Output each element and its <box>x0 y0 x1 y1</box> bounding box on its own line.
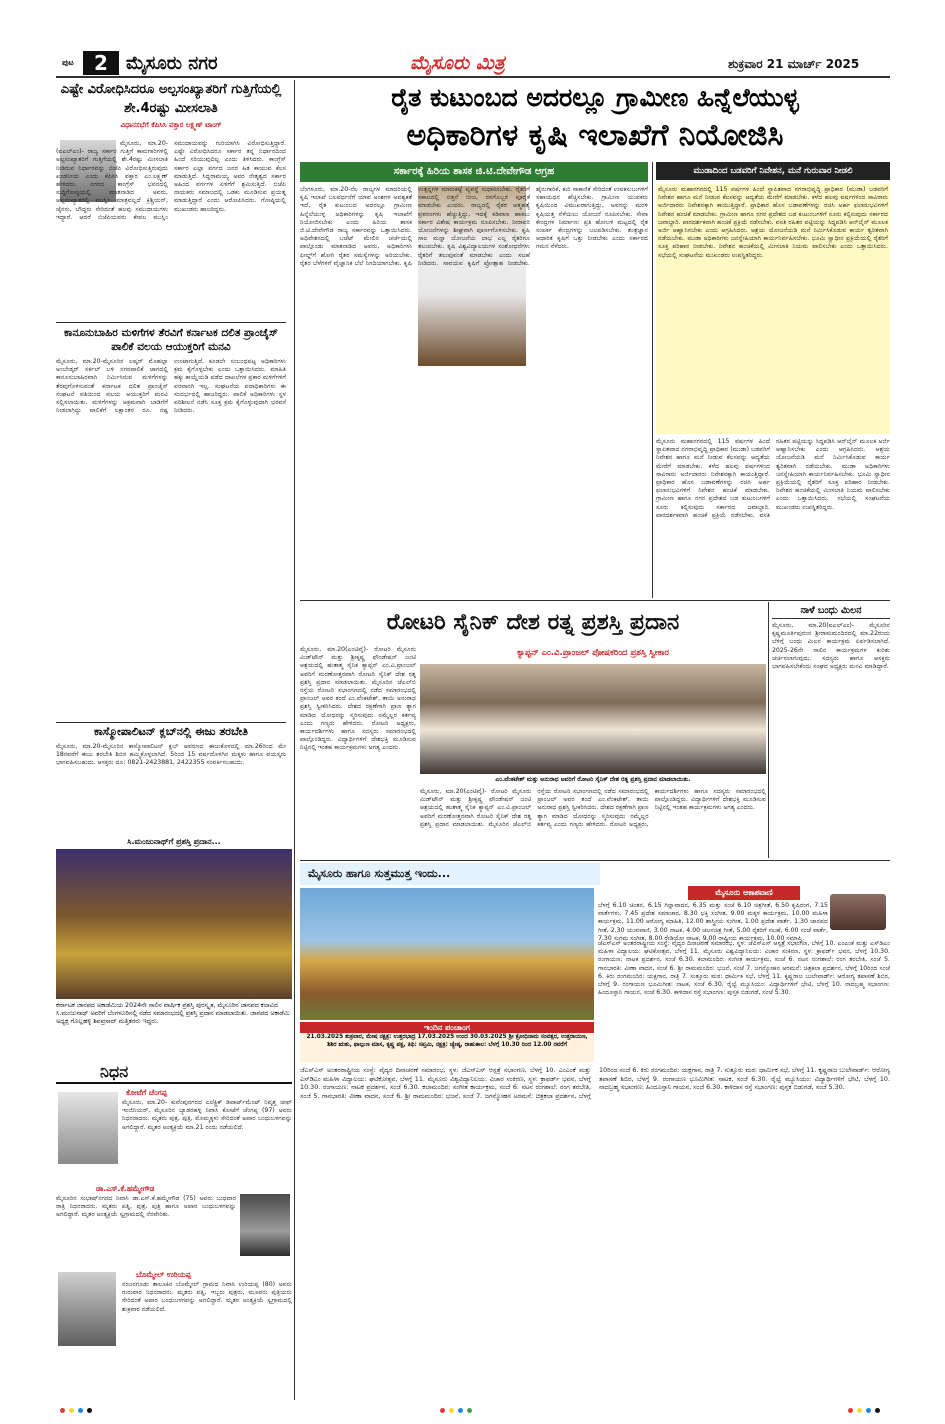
story-swim-training <box>56 725 286 833</box>
radio-title: ಮೈಸೂರು ಆಕಾಶವಾಣಿ <box>688 886 800 900</box>
obituary-section <box>56 1062 292 1402</box>
story-headline: ಎಷ್ಟೇ ವಿರೋಧಿಸಿದರೂ ಅಲ್ಪಸಂಖ್ಯಾತರಿಗೆ ಗುತ್ತಿಗೆಯಲ್ಲಿ ಶೇ.4ರಷ್ಟು ಮೀಸಲಾತಿ <box>60 82 282 116</box>
radio-text-continued: ಜೆಎಸ್‌ಎಸ್ ಅಂತರರಾಷ್ಟ್ರೀಯ ಸಂಸ್ಥೆ: ವೈದ್ಯರ ದಿನಾಚರಣೆ ಸಮಾರಂಭ, ಸ್ಥಳ: ಜೆಎಸ್‌ಎಸ್ ಆಸ್ಪತ್ರೆ ಸಭಾಂಗಣ, ಬೆಳಗ್ಗೆ 10. ಎಂಎಂಕೆ ಮತ್ತು ಎಸ್‌ಡಿಎಂ ಮಹಿಳಾ ವಿದ್ಯಾಲಯ: ಘಟಿಕೋತ್ಸವ, ಬೆಳಗ್ಗೆ 11. ಮೈಸೂರು ವಿಶ್ವವಿದ್ಯಾನಿಲಯ: ವಿಚಾರ ಸಂಕಿರಣ, ಸ್ಥಳ: ಕ್ರಾಫರ್ಡ್ ಭವನ, ಬೆಳಗ್ಗೆ 10.30. ರಂಗಾಯಣ: ನಾಟಕ ಪ್ರದರ್ಶನ, ಸಂಜೆ 6.30. ಕಲಾಮಂದಿರ: ಸಂಗೀತ ಕಾರ್ಯಕ್ರಮ, ಸಂಜೆ 6. ನಟನ ರಂಗಶಾಲೆ: ರಂಗ ತರಬೇತಿ, ಸಂಜೆ 5. ಗಾನಭಾರತಿ: ವೀಣಾ ವಾದನ, ಸಂಜೆ 6. ಶ್ರೀ ರಾಮಮಂದಿರ: ಭಜನೆ, ಸಂಜೆ 7. ಜಗನ್ಮೋಹನ ಅರಮನೆ: ಚಿತ್ರಕಲಾ ಪ್ರದರ್ಶನ, ಬೆಳಗ್ಗೆ 10ರಿಂದ ಸಂಜೆ 6. ಕಿರು ರಂಗಮಂದಿರ: ಯಕ್ಷಗಾನ, ರಾತ್ರಿ 7. ಸುತ್ತೂರು ಮಠ: ಧಾರ್ಮಿಕ ಸಭೆ, ಬೆಳಗ್ಗೆ 11. ಕೃಷ್ಣರಾಜ ಬುಲೇವಾರ್ಡ್: ಆರೋಗ್ಯ ತಪಾಸಣೆ ಶಿಬಿರ, ಬೆಳಗ್ಗೆ 9. ರಂಗಾಯಣ ಭೂಮಿಗೀತ: ನಾಟಕ, ಸಂಜೆ 6.30. ರೈಲ್ವೆ ಮ್ಯೂಸಿಯಂ: ವಿದ್ಯಾರ್ಥಿಗಳಿಗೆ ಭೇಟಿ, ಬೆಳಗ್ಗೆ 10. ನಾದಬ್ರಹ್ಮ ಸಭಾಂಗಣ: ಹಿಂದೂಸ್ತಾನಿ ಗಾಯನ, ಸಂಜೆ 6.30. ಕಾಳಿದಾಸ ರಸ್ತೆ ಸಭಾಂಗಣ: ಪುಸ್ತಕ ಬಿಡುಗಡೆ, ಸಂಜೆ 5.30. <box>598 940 890 997</box>
column-rule <box>294 80 295 1400</box>
divider <box>56 322 286 323</box>
panchanga-box <box>300 1022 594 1062</box>
issue-date: ಶುಕ್ರವಾರ 21 ಮಾರ್ಚ್ 2025 <box>728 57 860 71</box>
event-listings: ಜೆಎಸ್‌ಎಸ್ ಅಂತರರಾಷ್ಟ್ರೀಯ ಸಂಸ್ಥೆ: ವೈದ್ಯರ ದಿನಾಚರಣೆ ಸಮಾರಂಭ, ಸ್ಥಳ: ಜೆಎಸ್‌ಎಸ್ ಆಸ್ಪತ್ರೆ ಸಭಾಂಗಣ, ಬೆಳಗ್ಗೆ 10. ಎಂಎಂಕೆ ಮತ್ತು ಎಸ್‌ಡಿಎಂ ಮಹಿಳಾ ವಿದ್ಯಾಲಯ: ಘಟಿಕೋತ್ಸವ, ಬೆಳಗ್ಗೆ 11. ಮೈಸೂರು ವಿಶ್ವವಿದ್ಯಾನಿಲಯ: ವಿಚಾರ ಸಂಕಿರಣ, ಸ್ಥಳ: ಕ್ರಾಫರ್ಡ್ ಭವನ, ಬೆಳಗ್ಗೆ 10.30. ರಂಗಾಯಣ: ನಾಟಕ ಪ್ರದರ್ಶನ, ಸಂಜೆ 6.30. ಕಲಾಮಂದಿರ: ಸಂಗೀತ ಕಾರ್ಯಕ್ರಮ, ಸಂಜೆ 6. ನಟನ ರಂಗಶಾಲೆ: ರಂಗ ತರಬೇತಿ, ಸಂಜೆ 5. ಗಾನಭಾರತಿ: ವೀಣಾ ವಾದನ, ಸಂಜೆ 6. ಶ್ರೀ ರಾಮಮಂದಿರ: ಭಜನೆ, ಸಂಜೆ 7. ಜಗನ್ಮೋಹನ ಅರಮನೆ: ಚಿತ್ರಕಲಾ ಪ್ರದರ್ಶನ, ಬೆಳಗ್ಗೆ 10ರಿಂದ ಸಂಜೆ 6. ಕಿರು ರಂಗಮಂದಿರ: ಯಕ್ಷಗಾನ, ರಾತ್ರಿ 7. ಸುತ್ತೂರು ಮಠ: ಧಾರ್ಮಿಕ ಸಭೆ, ಬೆಳಗ್ಗೆ 11. ಕೃಷ್ಣರಾಜ ಬುಲೇವಾರ್ಡ್: ಆರೋಗ್ಯ ತಪಾಸಣೆ ಶಿಬಿರ, ಬೆಳಗ್ಗೆ 9. ರಂಗಾಯಣ ಭೂಮಿಗೀತ: ನಾಟಕ, ಸಂಜೆ 6.30. ರೈಲ್ವೆ ಮ್ಯೂಸಿಯಂ: ವಿದ್ಯಾರ್ಥಿಗಳಿಗೆ ಭೇಟಿ, ಬೆಳಗ್ಗೆ 10. ನಾದಬ್ರಹ್ಮ ಸಭಾಂಗಣ: ಹಿಂದೂಸ್ತಾನಿ ಗಾಯನ, ಸಂಜೆ 6.30. ಕಾಳಿದಾಸ ರಸ್ತೆ ಸಭಾಂಗಣ: ಪುಸ್ತಕ ಬಿಡುಗಡೆ, ಸಂಜೆ 5.30. <box>300 1066 890 1100</box>
photo-caption: ಕರ್ನಾಟಕ ಜಾನಪದ ಅಕಾಡೆಮಿಯ 2024ನೇ ಸಾಲಿನ ವಾರ್ಷಿಕ ಪ್ರಶಸ್ತಿ ಪುರಸ್ಕೃತ, ಮೈಸೂರಿನ ಜಾನಪದ ಕಲಾವಿದ ಸಿ.ಮಂಜುನಾಥ್ ಅವರಿಗೆ ಬೆಂಗಳೂರಿನಲ್ಲಿ ನಡೆದ ಸಮಾರಂಭದಲ್ಲಿ ಪ್ರಶಸ್ತಿ ಪ್ರದಾನ ಮಾಡಲಾಯಿತು. ಜಾನಪದ ಅಕಾಡೆಮಿ ಅಧ್ಯಕ್ಷ ಗೊಲ್ಲಹಳ್ಳಿ ಶಿವಪ್ರಸಾದ್ ಮತ್ತಿತರರು ಇದ್ದರು. <box>56 1002 290 1025</box>
obituary-name-1: ಕೋಟೆಗೆ ಚೆಂಗಪ್ಪ <box>126 1088 167 1097</box>
story-headline: ಕಾಸ್ಮೋಪಾಲಿಟನ್ ಕ್ಲಬ್‌ನಲ್ಲಿ ಈಜು ತರಬೇತಿ <box>94 725 248 738</box>
award-photo <box>56 849 292 999</box>
lead-headline-line1: ರೈತ ಕುಟುಂಬದ ಅದರಲ್ಲೂ ಗ್ರಾಮೀಣ ಹಿನ್ನೆಲೆಯುಳ್ಳ <box>391 83 799 112</box>
footer-color-dots-left <box>60 1408 92 1413</box>
obituary-body-3: ನಂಜನಗೂಡು ತಾಲೂಕಿನ ಬೊಮ್ಮೇಲ್ ಗ್ರಾಮದ ನಿವಾಸಿ ಉರಿಯಪ್ಪ (80) ಅವರು ಗುರುವಾರ ನಿಧನರಾದರು. ಮೃತರು ಪತ್ನಿ, ಇಬ್ಬರು ಪುತ್ರರು, ಮೂವರು ಪುತ್ರಿಯರು ಸೇರಿದಂತೆ ಅಪಾರ ಬಂಧುಬಳಗವನ್ನು ಅಗಲಿದ್ದಾರೆ. ಮೃತರ ಅಂತ್ಯಕ್ರಿಯೆ ಸ್ವಗ್ರಾಮದಲ್ಲಿ ಶುಕ್ರವಾರ ನಡೆಯಲಿದೆ. <box>122 1281 292 1313</box>
column-rule <box>652 162 653 598</box>
story-body: ಮೈಸೂರು, ಮಾ.20-ಮೈಸೂರಿನ ಕಾಸ್ಮೋಪಾಲಿಟನ್ ಕ್ಲಬ್ ಆವರಣದ ಈಜುಕೊಳದಲ್ಲಿ ಮಾ.26ರಿಂದ ಮೇ 18ರವರೆಗೆ ಈಜು ತರಬೇತಿ ಶಿಬಿರ ಹಮ್ಮಿಕೊಳ್ಳಲಾಗಿದೆ. 5ರಿಂದ 15 ವರ್ಷದೊಳಗಿನ ಮಕ್ಕಳು ಹಾಗೂ ವಯಸ್ಕರು ಭಾಗವಹಿಸಬಹುದು. ಆಸಕ್ತರು ದೂ: 0821-2423881, 2422355 ಸಂಪರ್ಕಿಸಬಹುದು. <box>56 743 286 767</box>
rotary-body-continued: ಮೈಸೂರು, ಮಾ.20(ಎಂಟಿವೈ)- ರೋಟರಿ ಮೈಸೂರು ಮಿಡ್‌ಟೌನ್ ಮತ್ತು ಶ್ರೀಕೃಷ್ಣ ಫೌಂಡೇಷನ್ ಜಂಟಿ ಆಶ್ರಯದಲ್ಲಿ ಹುತಾತ್ಮ ಸೈನಿಕ ಕ್ಯಾಪ್ಟನ್ ಎಂ.ವಿ.ಪ್ರಾಂಜಲ್ ಅವರಿಗೆ ಮರಣೋತ್ತರವಾಗಿ ರೋಟರಿ ಸೈನಿಕ್ ದೇಶ ರತ್ನ ಪ್ರಶಸ್ತಿ ಪ್ರದಾನ ಮಾಡಲಾಯಿತು. ಮೈಸೂರಿನ ಜೆಎಲ್‌ಬಿ ರಸ್ತೆಯ ರೋಟರಿ ಸಭಾಂಗಣದಲ್ಲಿ ನಡೆದ ಸಮಾರಂಭದಲ್ಲಿ ಪ್ರಾಂಜಲ್ ಅವರ ತಂದೆ ಎಂ.ವೆಂಕಟೇಶ್, ತಾಯಿ ಅನುರಾಧ ಪ್ರಶಸ್ತಿ ಸ್ವೀಕರಿಸಿದರು. ದೇಶದ ರಕ್ಷಣೆಗಾಗಿ ಪ್ರಾಣ ತ್ಯಾಗ ಮಾಡಿದ ಯೋಧರನ್ನು ಸ್ಮರಿಸುವುದು ನಮ್ಮೆಲ್ಲರ ಕರ್ತವ್ಯ ಎಂದು ಗಣ್ಯರು ಹೇಳಿದರು. ರೋಟರಿ ಅಧ್ಯಕ್ಷರು, ಕಾರ್ಯದರ್ಶಿಗಳು ಹಾಗೂ ಸದಸ್ಯರು ಸಮಾರಂಭದಲ್ಲಿ ಪಾಲ್ಗೊಂಡಿದ್ದರು. ವಿದ್ಯಾರ್ಥಿಗಳಿಗೆ ದೇಶಭಕ್ತಿ ಮೂಡಿಸುವ ನಿಟ್ಟಿನಲ್ಲಿ ಇಂತಹ ಕಾರ್ಯಕ್ರಮಗಳು ಅಗತ್ಯ ಎಂದರು. <box>420 788 766 828</box>
section-title: ಮೈಸೂರು ನಗರ <box>126 53 218 74</box>
rotary-headline: ರೋಟರಿ ಸೈನಿಕ್ ದೇಶ ರತ್ನ ಪ್ರಶಸ್ತಿ ಪ್ರದಾನ <box>386 610 680 635</box>
events-banner: ಮೈಸೂರು ಹಾಗೂ ಸುತ್ತಮುತ್ತ ಇಂದು... <box>300 863 600 885</box>
story-headline: ಮುಡಾದಿಂದ ಬಡವರಿಗೆ ನಿವೇಶನ, ಮನೆ ಗುರುವಾರ ನೀಡಲಿ <box>656 162 890 180</box>
footer-color-dots-center <box>440 1408 472 1413</box>
divider <box>300 860 890 861</box>
story-body: ಮೈಸೂರು ಮಹಾನಗರದಲ್ಲಿ 115 ವರ್ಷಗಳ ಹಿಂದೆ ಸ್ಥಾಪಿತವಾದ ನಗರಾಭಿವೃದ್ಧಿ ಪ್ರಾಧಿಕಾರ (ಮುಡಾ) ಬಡವರಿಗೆ ನಿವೇಶನ ಹಾಗೂ ಮನೆ ನೀಡುವ ಕೆಲಸವನ್ನು ಆದ್ಯತೆಯ ಮೇರೆಗೆ ಮಾಡಬೇಕು. ಕಳೆದ ಹಲವು ವರ್ಷಗಳಿಂದ ಸಾವಿರಾರು ಅರ್ಜಿದಾರರು ನಿವೇಶನಕ್ಕಾಗಿ ಕಾಯುತ್ತಿದ್ದಾರೆ. ಪ್ರಾಧಿಕಾರ ಹೊಸ ಬಡಾವಣೆಗಳನ್ನು ರಚಿಸಿ ಅರ್ಹ ಫಲಾನುಭವಿಗಳಿಗೆ ನಿವೇಶನ ಹಂಚಿಕೆ ಮಾಡಬೇಕು. ಗ್ರಾಮೀಣ ಹಾಗೂ ನಗರ ಪ್ರದೇಶದ ಬಡ ಕುಟುಂಬಗಳಿಗೆ ಸೂರು ಕಲ್ಪಿಸುವುದು ಸರ್ಕಾರದ ಜವಾಬ್ದಾರಿ. ಪಾರದರ್ಶಕವಾಗಿ ಹಂಚಿಕೆ ಪ್ರಕ್ರಿಯೆ ನಡೆಸಬೇಕು. ವಸತಿ ರಹಿತರ ಪಟ್ಟಿಯನ್ನು ಸಿದ್ಧಪಡಿಸಿ ಆನ್‌ಲೈನ್ ಮೂಲಕ ಅರ್ಜಿ ಆಹ್ವಾನಿಸಬೇಕು ಎಂದು ಆಗ್ರಹಿಸಿದರು. ಆಶ್ರಯ ಯೋಜನೆಯಡಿ ಮನೆ ನಿರ್ಮಿಸಿಕೊಡುವ ಕಾರ್ಯ ತ್ವರಿತವಾಗಿ ನಡೆಯಬೇಕು. ಮುಡಾ ಅಧಿಕಾರಿಗಳು ಜನಸ್ನೇಹಿಯಾಗಿ ಕಾರ್ಯನಿರ್ವಹಿಸಬೇಕು. ಭೂಮಿ ಸ್ವಾಧೀನ ಪ್ರಕ್ರಿಯೆಯಲ್ಲಿ ರೈತರಿಗೆ ಸೂಕ್ತ ಪರಿಹಾರ ನೀಡಬೇಕು. ನಿವೇಶನ ಹಂಚಿಕೆಯಲ್ಲಿ ಮೀಸಲಾತಿ ನಿಯಮ ಪಾಲಿಸಬೇಕು ಎಂದು ಒತ್ತಾಯಿಸಿದರು. ಸಭೆಯಲ್ಲಿ ಸಂಘಟನೆಯ ಮುಖಂಡರು ಉಪಸ್ಥಿತರಿದ್ದರು. <box>656 184 890 434</box>
page-label: ಪುಟ <box>62 58 74 67</box>
color-dot <box>87 1408 92 1413</box>
color-dot <box>848 1408 853 1413</box>
footer-color-dots-right <box>848 1408 880 1413</box>
lead-kicker: ಸರ್ಕಾರಕ್ಕೆ ಹಿರಿಯ ಶಾಸಕ ಜಿ.ಟಿ.ದೇವೇಗೌಡ ಆಗ್ರಹ <box>300 162 648 182</box>
obituary-name-3: ಬೊಮ್ಮೇಲ್ ಉರಿಯಪ್ಪ <box>136 1270 192 1279</box>
panchanga-title: ಇಂದಿನ ಪಂಚಾಂಗ <box>300 1022 594 1033</box>
radio-text: ಬೆಳಗ್ಗೆ 6.10 ಚಿಂತನ, 6.15 ಗಿನ್ನಾವಾದನ, 6.35 ಮತ್ತು ಸಂಜೆ 6.10 ಚಿತ್ರಗೀತೆ, 6.50 ಕೃಷಿರಂಗ, 7.15 ವಾರ್ತೆಗಳು, 7.45 ಪ್ರದೇಶ ಸಮಾಚಾರ, 8.30 ಭಕ್ತಿ ಸಂಗೀತ, 9.00 ಮಕ್ಕಳ ಕಾರ್ಯಕ್ರಮ, 10.00 ಮಹಿಳಾ ಕಾರ್ಯಕ್ರಮ, 11.00 ಆರೋಗ್ಯ ಮಾಹಿತಿ, 12.00 ಶಾಸ್ತ್ರೀಯ ಸಂಗೀತ, 1.00 ಪ್ರದೇಶ ವಾರ್ತೆ, 1.30 ಜಾನಪದ ಗೀತೆ, 2.30 ಯುವವಾಣಿ, 3.00 ನಾಟಕ, 4.00 ಚಲನಚಿತ್ರ ಗೀತೆ, 5.00 ರೈತರಿಗೆ ಸಲಹೆ, 6.00 ಸಂಜೆ ವಾರ್ತೆ, 7.30 ಸುಗಮ ಸಂಗೀತ, 8.00 ರೇಡಿಯೋ ನಾಟಕ, 9.00 ರಾಷ್ಟ್ರೀಯ ಕಾರ್ಯಕ್ರಮ, 10.00 ಸಮಾಪ್ತಿ. <box>598 902 828 942</box>
page-number: 2 <box>83 51 119 75</box>
color-dot <box>60 1408 65 1413</box>
obituary-photo-1 <box>58 1092 118 1164</box>
lead-headline-block <box>300 80 890 160</box>
masthead: ಮೈಸೂರು ಮಿತ್ರ <box>410 52 505 74</box>
story-bandhu-milana <box>772 604 890 858</box>
story-illegal-shops <box>56 326 286 721</box>
obituary-title: ನಿಧನ <box>56 1062 292 1084</box>
rotary-body: ಮೈಸೂರು, ಮಾ.20(ಎಂಟಿವೈ)- ರೋಟರಿ ಮೈಸೂರು ಮಿಡ್‌ಟೌನ್ ಮತ್ತು ಶ್ರೀಕೃಷ್ಣ ಫೌಂಡೇಷನ್ ಜಂಟಿ ಆಶ್ರಯದಲ್ಲಿ ಹುತಾತ್ಮ ಸೈನಿಕ ಕ್ಯಾಪ್ಟನ್ ಎಂ.ವಿ.ಪ್ರಾಂಜಲ್ ಅವರಿಗೆ ಮರಣೋತ್ತರವಾಗಿ ರೋಟರಿ ಸೈನಿಕ್ ದೇಶ ರತ್ನ ಪ್ರಶಸ್ತಿ ಪ್ರದಾನ ಮಾಡಲಾಯಿತು. ಮೈಸೂರಿನ ಜೆಎಲ್‌ಬಿ ರಸ್ತೆಯ ರೋಟರಿ ಸಭಾಂಗಣದಲ್ಲಿ ನಡೆದ ಸಮಾರಂಭದಲ್ಲಿ ಪ್ರಾಂಜಲ್ ಅವರ ತಂದೆ ಎಂ.ವೆಂಕಟೇಶ್, ತಾಯಿ ಅನುರಾಧ ಪ್ರಶಸ್ತಿ ಸ್ವೀಕರಿಸಿದರು. ದೇಶದ ರಕ್ಷಣೆಗಾಗಿ ಪ್ರಾಣ ತ್ಯಾಗ ಮಾಡಿದ ಯೋಧರನ್ನು ಸ್ಮರಿಸುವುದು ನಮ್ಮೆಲ್ಲರ ಕರ್ತವ್ಯ ಎಂದು ಗಣ್ಯರು ಹೇಳಿದರು. ರೋಟರಿ ಅಧ್ಯಕ್ಷರು, ಕಾರ್ಯದರ್ಶಿಗಳು ಹಾಗೂ ಸದಸ್ಯರು ಸಮಾರಂಭದಲ್ಲಿ ಪಾಲ್ಗೊಂಡಿದ್ದರು. ವಿದ್ಯಾರ್ಥಿಗಳಿಗೆ ದೇಶಭಕ್ತಿ ಮೂಡಿಸುವ ನಿಟ್ಟಿನಲ್ಲಿ ಇಂತಹ ಕಾರ್ಯಕ್ರಮಗಳು ಅಗತ್ಯ ಎಂದರು. <box>300 646 416 752</box>
story-body-continued: ಮೈಸೂರು ಮಹಾನಗರದಲ್ಲಿ 115 ವರ್ಷಗಳ ಹಿಂದೆ ಸ್ಥಾಪಿತವಾದ ನಗರಾಭಿವೃದ್ಧಿ ಪ್ರಾಧಿಕಾರ (ಮುಡಾ) ಬಡವರಿಗೆ ನಿವೇಶನ ಹಾಗೂ ಮನೆ ನೀಡುವ ಕೆಲಸವನ್ನು ಆದ್ಯತೆಯ ಮೇರೆಗೆ ಮಾಡಬೇಕು. ಕಳೆದ ಹಲವು ವರ್ಷಗಳಿಂದ ಸಾವಿರಾರು ಅರ್ಜಿದಾರರು ನಿವೇಶನಕ್ಕಾಗಿ ಕಾಯುತ್ತಿದ್ದಾರೆ. ಪ್ರಾಧಿಕಾರ ಹೊಸ ಬಡಾವಣೆಗಳನ್ನು ರಚಿಸಿ ಅರ್ಹ ಫಲಾನುಭವಿಗಳಿಗೆ ನಿವೇಶನ ಹಂಚಿಕೆ ಮಾಡಬೇಕು. ಗ್ರಾಮೀಣ ಹಾಗೂ ನಗರ ಪ್ರದೇಶದ ಬಡ ಕುಟುಂಬಗಳಿಗೆ ಸೂರು ಕಲ್ಪಿಸುವುದು ಸರ್ಕಾರದ ಜವಾಬ್ದಾರಿ. ಪಾರದರ್ಶಕವಾಗಿ ಹಂಚಿಕೆ ಪ್ರಕ್ರಿಯೆ ನಡೆಸಬೇಕು. ವಸತಿ ರಹಿತರ ಪಟ್ಟಿಯನ್ನು ಸಿದ್ಧಪಡಿಸಿ ಆನ್‌ಲೈನ್ ಮೂಲಕ ಅರ್ಜಿ ಆಹ್ವಾನಿಸಬೇಕು ಎಂದು ಆಗ್ರಹಿಸಿದರು. ಆಶ್ರಯ ಯೋಜನೆಯಡಿ ಮನೆ ನಿರ್ಮಿಸಿಕೊಡುವ ಕಾರ್ಯ ತ್ವರಿತವಾಗಿ ನಡೆಯಬೇಕು. ಮುಡಾ ಅಧಿಕಾರಿಗಳು ಜನಸ್ನೇಹಿಯಾಗಿ ಕಾರ್ಯನಿರ್ವಹಿಸಬೇಕು. ಭೂಮಿ ಸ್ವಾಧೀನ ಪ್ರಕ್ರಿಯೆಯಲ್ಲಿ ರೈತರಿಗೆ ಸೂಕ್ತ ಪರಿಹಾರ ನೀಡಬೇಕು. ನಿವೇಶನ ಹಂಚಿಕೆಯಲ್ಲಿ ಮೀಸಲಾತಿ ನಿಯಮ ಪಾಲಿಸಬೇಕು ಎಂದು ಒತ್ತಾಯಿಸಿದರು. ಸಭೆಯಲ್ಲಿ ಸಂಘಟನೆಯ ಮುಖಂಡರು ಉಪಸ್ಥಿತರಿದ್ದರು. <box>656 438 890 519</box>
rotary-kicker: ಕ್ಯಾಪ್ಟನ್ ಎಂ.ವಿ.ಪ್ರಾಂಜಲ್ ಪೋಷಕರಿಂದ ಪ್ರಶಸ್ತಿ ಸ್ವೀಕಾರ <box>517 648 669 658</box>
story-minority-quota <box>56 80 286 320</box>
color-dot <box>857 1408 862 1413</box>
divider <box>300 600 890 601</box>
color-dot <box>866 1408 871 1413</box>
divider <box>56 722 286 723</box>
radio-box <box>598 886 890 1062</box>
color-dot <box>449 1408 454 1413</box>
panchanga-text: 21.03.2025 ಶುಕ್ರವಾರ, ಮೇಷ ನಕ್ಷತ್ರ: ಉತ್ತರಭಾದ್ರ 17.03.2025 ಉಂದ 30.03.2025 ಶ್ರೀ ಕ್ರೋಧಿನಾಮ ಸಂವತ್ಸರ, ಉತ್ತರಾಯಣ, ಶಿಶಿರ ಋತು, ಫಾಲ್ಗುಣ ಮಾಸ, ಕೃಷ್ಣ ಪಕ್ಷ, ತಿಥಿ: ಸಪ್ತಮಿ, ನಕ್ಷತ್ರ: ಜ್ಯೇಷ್ಠ, ರಾಹುಕಾಲ: ಬೆಳಗ್ಗೆ 10.30 ರಿಂದ 12.00 ರವರೆಗೆ <box>306 1034 588 1048</box>
story-headline: ನಾಳೆ ಬಂಧು ಮಿಲನ <box>772 604 890 619</box>
color-dot <box>875 1408 880 1413</box>
story-body: ಮೈಸೂರು, ಮಾ.20- (ಐಎಲ್‌ಎಂ)- ರಾಜ್ಯ ಸರ್ಕಾರ ಗುತ್ತಿಗೆ ಕಾಮಗಾರಿಗಳಲ್ಲಿ ಅಲ್ಪಸಂಖ್ಯಾತರಿಗೆ ಗುತ್ತಿಗೆಯಲ್ಲಿ ಶೇ.4ರಷ್ಟು ಮೀಸಲಾತಿ ನೀಡಿರುವ ನಿರ್ಧಾರವನ್ನು ಬಿಜೆಪಿ ವಿರೋಧಿಸುತ್ತಿರುವುದು ಖಂಡನೀಯ ಎಂದು ಕೆಪಿಸಿಸಿ ವಕ್ತಾರ ಎಂ.ಲಕ್ಷ್ಮಣ್ ಹೇಳಿದರು. ನಗರದ ಕಾಂಗ್ರೆಸ್ ಭವನದಲ್ಲಿ ಸುದ್ದಿಗೋಷ್ಠಿಯಲ್ಲಿ ಮಾತನಾಡಿದ ಅವರು, ಅಲ್ಪಸಂಖ್ಯಾತರಲ್ಲಿ ಮುಸ್ಲಿಂ ಮಾತ್ರವಲ್ಲದೆ ಕ್ರಿಶ್ಚಿಯನ್, ಜೈನರು, ಬೌದ್ಧರು ಸೇರಿದಂತೆ ಹಲವು ಸಮುದಾಯಗಳು ಇದ್ದಾರೆ. ಆದರೆ ಬಿಜೆಪಿಯವರು ಕೇವಲ ಮುಸ್ಲಿಂ ಸಮುದಾಯವನ್ನು ಗುರಿಯಾಗಿಸಿ ವಿರೋಧಿಸುತ್ತಿದ್ದಾರೆ. ಎಷ್ಟೇ ವಿರೋಧಿಸಿದರೂ ಸರ್ಕಾರ ತನ್ನ ನಿರ್ಧಾರದಿಂದ ಹಿಂದೆ ಸರಿಯುವುದಿಲ್ಲ ಎಂದು ತಿಳಿಸಿದರು. ಕಾಂಗ್ರೆಸ್ ಸರ್ಕಾರ ಎಲ್ಲಾ ವರ್ಗದ ಜನರ ಹಿತ ಕಾಯುವ ಕೆಲಸ ಮಾಡುತ್ತಿದೆ. ಸಿದ್ದರಾಮಯ್ಯ ಅವರ ನೇತೃತ್ವದ ಸರ್ಕಾರ ಅಹಿಂದ ವರ್ಗಗಳ ಏಳಿಗೆಗೆ ಶ್ರಮಿಸುತ್ತಿದೆ. ಬಿಜೆಪಿ ನಾಯಕರು ಸಮಾಜದಲ್ಲಿ ಒಡಕು ಮೂಡಿಸುವ ಪ್ರಯತ್ನ ಮಾಡುತ್ತಿದ್ದಾರೆ ಎಂದು ಆರೋಪಿಸಿದರು. ಗೋಷ್ಠಿಯಲ್ಲಿ ಮುಖಂಡರು ಹಾಜರಿದ್ದರು. <box>56 140 286 221</box>
page-header <box>0 0 945 78</box>
column-rule <box>768 602 769 858</box>
rotary-photo <box>420 664 766 774</box>
color-dot <box>440 1408 445 1413</box>
story-body: ಮೈಸೂರು, ಮಾ.20-ಮೈಸೂರಿನ ಲಷ್ಕರ್ ಮೊಹಲ್ಲಾ ಅಂಬೇಡ್ಕರ್ ಸರ್ಕಲ್ ಬಳಿ ನಗರಪಾಲಿಕೆ ಜಾಗದಲ್ಲಿ ಕಾನೂನುಬಾಹಿರವಾಗಿ ನಿರ್ಮಿಸಿರುವ ಮಳಿಗೆಗಳನ್ನು ತೆರವುಗೊಳಿಸುವಂತೆ ಕರ್ನಾಟಕ ದಲಿತ ಪ್ರಾಂಚೈಸ್ ಸಂಘಟನೆ ವತಿಯಿಂದ ವಲಯ ಆಯುಕ್ತರಿಗೆ ಮನವಿ ಸಲ್ಲಿಸಲಾಯಿತು. ಮಳಿಗೆಗಳನ್ನು ಅಕ್ರಮವಾಗಿ ಬಾಡಿಗೆಗೆ ನೀಡಲಾಗಿದ್ದು ಪಾಲಿಕೆಗೆ ಲಕ್ಷಾಂತರ ರೂ. ನಷ್ಟ ಉಂಟಾಗುತ್ತಿದೆ. ಕೂಡಲೇ ಸಂಬಂಧಪಟ್ಟ ಅಧಿಕಾರಿಗಳು ಕ್ರಮ ಕೈಗೊಳ್ಳಬೇಕು ಎಂದು ಒತ್ತಾಯಿಸಿದರು. ಮಾಹಿತಿ ಹಕ್ಕು ಕಾಯ್ದೆಯಡಿ ಪಡೆದ ದಾಖಲೆಗಳ ಪ್ರಕಾರ ಮಳಿಗೆಗಳಿಗೆ ಪರವಾನಗಿ ಇಲ್ಲ. ಸಂಘಟನೆಯ ಪದಾಧಿಕಾರಿಗಳು ಈ ಸಂದರ್ಭದಲ್ಲಿ ಹಾಜರಿದ್ದರು. ಪಾಲಿಕೆ ಅಧಿಕಾರಿಗಳು ಸ್ಥಳ ಪರಿಶೀಲನೆ ನಡೆಸಿ ಸೂಕ್ತ ಕ್ರಮ ಕೈಗೊಳ್ಳುವುದಾಗಿ ಭರವಸೆ ನೀಡಿದರು. <box>56 358 286 415</box>
radio-icon <box>830 894 886 930</box>
obituary-body-2: ಮೈಸೂರಿನ ಸುಭಾಷ್‌ನಗರದ ನಿವಾಸಿ ಡಾ.ಎಸ್.ಕೆ.ಹಮ್ಮೇಗೌಡ (75) ಅವರು ಬುಧವಾರ ರಾತ್ರಿ ನಿಧನರಾದರು. ಮೃತರು ಪತ್ನಿ, ಪುತ್ರ, ಪುತ್ರಿ ಹಾಗೂ ಅಪಾರ ಬಂಧುಬಳಗವನ್ನು ಅಗಲಿದ್ದಾರೆ. ಮೃತರ ಅಂತ್ಯಕ್ರಿಯೆ ಸ್ವಗ್ರಾಮದಲ್ಲಿ ನೆರವೇರಿತು. <box>56 1195 236 1219</box>
story-byline: ವಿಧಾನಸಭೆಗೆ ಕೆಪಿಸಿಸಿ ವಕ್ತಾರ ಲಕ್ಷ್ಮಣ್ ಟಾಂಗ್ <box>120 121 222 129</box>
header-rule <box>56 76 890 78</box>
color-dot <box>467 1408 472 1413</box>
color-dot <box>458 1408 463 1413</box>
color-dot <box>69 1408 74 1413</box>
palace-photo <box>300 888 594 1020</box>
award-photo-block <box>56 836 292 1058</box>
story-headline: ಕಾನೂನುಬಾಹಿರ ಮಳಿಗೆಗಳ ತೆರವಿಗೆ ಕರ್ನಾಟಕ ದಲಿತ ಪ್ರಾಂಚೈಸ್ ಪಾಲಿಕೆ ವಲಯ ಆಯುಕ್ತರಿಗೆ ಮನವಿ <box>64 327 278 353</box>
lead-body: ಬೆಂಗಳೂರು, ಮಾ.20-ನೆಲ ರಾಜ್ಯಗಳ ಮಾದರಿಯಲ್ಲಿ ಕೃಷಿ ಇಲಾಖೆ ಬಲವರ್ಧನೆಗೆ ಯಾವ ಅಂಶಗಳ ಅವಶ್ಯಕತೆ ಇದೆ, ರೈತ ಕುಟುಂಬದ ಅದರಲ್ಲೂ ಗ್ರಾಮೀಣ ಹಿನ್ನೆಲೆಯುಳ್ಳ ಅಧಿಕಾರಿಗಳನ್ನು ಕೃಷಿ ಇಲಾಖೆಗೆ ನಿಯೋಜಿಸಬೇಕು ಎಂದು ಹಿರಿಯ ಶಾಸಕ ಜಿ.ಟಿ.ದೇವೇಗೌಡ ರಾಜ್ಯ ಸರ್ಕಾರವನ್ನು ಒತ್ತಾಯಿಸಿದರು. ಅಧಿವೇಶನದಲ್ಲಿ ಬಜೆಟ್ ಮೇಲಿನ ಚರ್ಚೆಯಲ್ಲಿ ಪಾಲ್ಗೊಂಡು ಮಾತನಾಡಿದ ಅವರು, ಅಧಿಕಾರಿಗಳು ಫೀಲ್ಡ್‌ಗೆ ಹೋಗಿ ರೈತರ ಸಮಸ್ಯೆಗಳನ್ನು ಅರಿಯಬೇಕು. ರೈತರ ಬೆಳೆಗಳಿಗೆ ವೈಜ್ಞಾನಿಕ ಬೆಲೆ ನಿಗದಿಯಾಗಬೇಕು. ಕೃಷಿ ಉತ್ಪನ್ನಗಳ ಮಾರುಕಟ್ಟೆ ವ್ಯವಸ್ಥೆ ಸುಧಾರಿಸಬೇಕು. ರೈತರಿಗೆ ಸಕಾಲದಲ್ಲಿ ಬಿತ್ತನೆ ಬೀಜ, ರಸಗೊಬ್ಬರ ಪೂರೈಕೆ ಮಾಡಬೇಕು ಎಂದರು. ರಾಜ್ಯದಲ್ಲಿ ರೈತರ ಆತ್ಮಹತ್ಯೆ ಪ್ರಕರಣಗಳು ಹೆಚ್ಚುತ್ತಿದ್ದು, ಇದಕ್ಕೆ ಕಡಿವಾಣ ಹಾಕಲು ಸರ್ಕಾರ ವಿಶೇಷ ಕಾರ್ಯಕ್ರಮ ರೂಪಿಸಬೇಕು. ನೀರಾವರಿ ಯೋಜನೆಗಳನ್ನು ಶೀಘ್ರವಾಗಿ ಪೂರ್ಣಗೊಳಿಸಬೇಕು. ಕೃಷಿ ಸಾಲ ಮನ್ನಾ ಯೋಜನೆಯ ಲಾಭ ಎಲ್ಲ ರೈತರಿಗೂ ತಲುಪಬೇಕು. ಕೃಷಿ ವಿಶ್ವವಿದ್ಯಾಲಯಗಳ ಸಂಶೋಧನೆಗಳು ರೈತರಿಗೆ ತಲುಪುವಂತೆ ಮಾಡಬೇಕು ಎಂದು ಸಲಹೆ ನೀಡಿದರು. ಸಾವಯವ ಕೃಷಿಗೆ ಪ್ರೋತ್ಸಾಹ ನೀಡಬೇಕು. ಹೈನುಗಾರಿಕೆ, ಕುರಿ ಸಾಕಾಣಿಕೆ ಸೇರಿದಂತೆ ಉಪಕಸುಬುಗಳಿಗೆ ಸಹಾಯಧನ ಹೆಚ್ಚಿಸಬೇಕು. ಗ್ರಾಮೀಣ ಯುವಕರು ಕೃಷಿಯಿಂದ ವಿಮುಖರಾಗುತ್ತಿದ್ದು, ಅವರನ್ನು ಮರಳಿ ಕೃಷಿಯತ್ತ ಸೆಳೆಯಲು ಯೋಜನೆ ರೂಪಿಸಬೇಕು. ಸೇವಾ ಕೇಂದ್ರಗಳ ನಿರ್ಮಾಣ: ಪ್ರತಿ ಹೋಬಳಿ ಮಟ್ಟದಲ್ಲಿ ರೈತ ಸಂಪರ್ಕ ಕೇಂದ್ರಗಳನ್ನು ಬಲಪಡಿಸಬೇಕು. ತಂತ್ರಜ್ಞಾನ ಆಧಾರಿತ ಕೃಷಿಗೆ ಒತ್ತು ನೀಡಬೇಕು ಎಂದು ಸರ್ಕಾರದ ಗಮನ ಸೆಳೆದರು. <box>300 186 648 267</box>
story-muda-housing <box>656 162 890 598</box>
story-body: ಮೈಸೂರು, ಮಾ.20(ಐಎಲ್‌ಎಂ)- ಮೈಸೂರಿನ ಕೃಷ್ಣಮೂರ್ತಿಪುರಂನ ಶ್ರೀರಾಮಮಂದಿರದಲ್ಲಿ ಮಾ.22ರಂದು ಬೆಳಿಗ್ಗೆ ಬಂಧು ಮಿಲನ ಕಾರ್ಯಕ್ರಮ ಏರ್ಪಡಿಸಲಾಗಿದೆ. 2025-26ನೇ ಸಾಲಿನ ಕಾರ್ಯಕ್ರಮಗಳ ಕುರಿತು ಚರ್ಚಿಸಲಾಗುವುದು. ಸದಸ್ಯರು ಹಾಗೂ ಆಸಕ್ತರು ಭಾಗವಹಿಸಬೇಕೆಂದು ಸಂಘದ ಅಧ್ಯಕ್ಷರು ಮನವಿ ಮಾಡಿದ್ದಾರೆ. <box>772 622 890 671</box>
obituary-photo-3 <box>58 1272 116 1346</box>
rotary-caption: ಎಂ.ವೆಂಕಟೇಶ್ ಮತ್ತು ಅನುರಾಧ ಅವರಿಗೆ ರೋಟರಿ ಸೈನಿಕ್ ದೇಶ ರತ್ನ ಪ್ರಶಸ್ತಿ ಪ್ರದಾನ ಮಾಡಲಾಯಿತು. <box>495 776 691 783</box>
photo-caption-head: ಸಿ.ಮಂಜುನಾಥ್‌ಗೆ ಪ್ರಶಸ್ತಿ ಪ್ರದಾನ... <box>127 837 221 846</box>
obituary-body-1: ಮೈಸೂರು, ಮಾ.20- ಕುವೆಂಪುನಗರದ ಎಲೆಕ್ಟ್ರಿಕ್ ಡಿಪಾರ್ಟ್‌ಮೆಂಟ್ ನಿವೃತ್ತ ಚೀಫ್ ಇಂಜಿನಿಯರ್, ಮೈಸೂರಿನ ಬ್ಯಾಡರಹಳ್ಳಿ ನಿವಾಸಿ ಕೋಟೆಗೆ ಚೆಂಗಪ್ಪ (97) ಅವರು ನಿಧನರಾದರು. ಮೃತರು ಪುತ್ರ, ಪುತ್ರಿ, ಮೊಮ್ಮಕ್ಕಳು ಸೇರಿದಂತೆ ಅಪಾರ ಬಂಧುಬಳಗವನ್ನು ಅಗಲಿದ್ದಾರೆ. ಮೃತರ ಅಂತ್ಯಕ್ರಿಯೆ ಮಾ.21 ರಂದು ನಡೆಯಲಿದೆ. <box>122 1099 292 1131</box>
color-dot <box>78 1408 83 1413</box>
obituary-photo-2 <box>240 1194 290 1256</box>
lead-headline-line2: ಅಧಿಕಾರಿಗಳ ಕೃಷಿ ಇಲಾಖೆಗೆ ನಿಯೋಜಿಸಿ <box>406 118 784 153</box>
obituary-name-2: ಡಾ.ಎಸ್.ಕೆ.ಹಮ್ಮೇಗೌಡ <box>96 1184 155 1193</box>
